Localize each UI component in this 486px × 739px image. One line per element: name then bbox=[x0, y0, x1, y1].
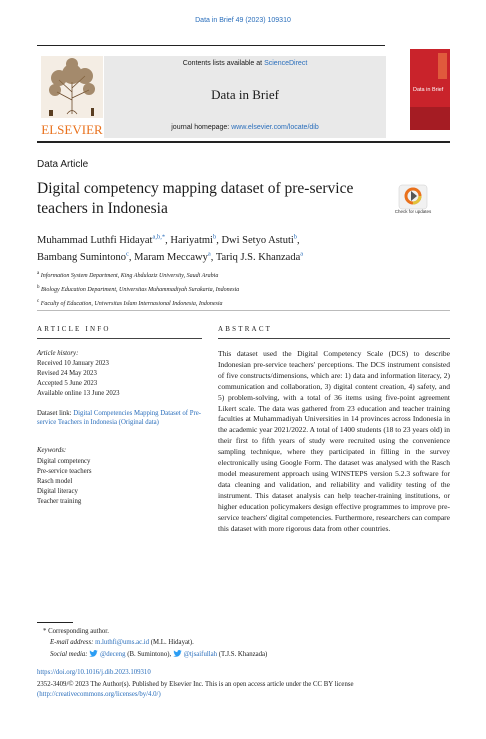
social-link-deceng[interactable]: @deceng bbox=[99, 651, 126, 658]
article-history bbox=[37, 359, 120, 399]
author-affiliation-marker[interactable]: b bbox=[293, 233, 298, 241]
license-statement: 2352-3409/© 2023 The Author(s). Published by Elsevier Inc. This is an open access article under the CC BY license (http://creativecommons.org/licenses/by/4.0/) bbox=[37, 681, 354, 698]
author-list bbox=[37, 232, 457, 266]
dataset-link[interactable]: Digital Competencies Mapping Dataset of Pre-service Teachers in Indonesia (Original data) bbox=[37, 410, 202, 426]
author-affiliation-marker[interactable]: a,b,* bbox=[152, 233, 166, 241]
dataset-link-label: Dataset link: bbox=[37, 410, 72, 417]
author-affiliation-marker[interactable]: a bbox=[207, 250, 211, 258]
corresponding-author-note: * Corresponding author. bbox=[43, 628, 109, 635]
twitter-icon bbox=[173, 650, 182, 657]
keyword-item: Rasch model bbox=[37, 478, 73, 485]
header-top-rule bbox=[37, 45, 385, 46]
article-type: Data Article bbox=[37, 159, 89, 170]
journal-name: Data in Brief bbox=[211, 87, 279, 102]
keyword-item: Teacher training bbox=[37, 498, 82, 505]
journal-cover-thumbnail[interactable] bbox=[410, 49, 450, 130]
abstract-text: This dataset used the Digital Competency Scale (DCS) to describe Indonesian pre-service teachers' perceptions. The DCS instrument consisted of five constructs/dimensions, which are: 1) data and information literacy, 2) communication and collaboration, 3) digital content creation, 4) safety, and 5) problem-solving, with a total of 36 items using five-point agreement Likert scale. The data was gathered from 23 education and teacher training faculties at Muhammadiyah Universities in 14 provinces across Indonesia in the academic year 2021/2022. A total of 1400 students (18 to 23 years old) in their first to fifth years of study were recruited using the convenience sampling technique, where they participated in filling in the survey electronically using Google Form. The dataset was analysed with the Rasch model measurement approach using WINSTEPS version 5.2.3 software for data cleaning and validation, and reliability and validity testing of the instrument. This dataset analysis can help teacher-training institutions, or higher education policymakers design effective programmes to improve pre-service teachers' digital competencies. Furthermore, researchers can compare this dataset with more rigorous data from other countries. bbox=[218, 349, 450, 533]
author-name[interactable]: Muhammad Luthfi Hidayat bbox=[37, 235, 153, 246]
author-name[interactable]: Tariq J.S. Khanzada bbox=[215, 252, 301, 263]
contents-line: Contents lists available at ScienceDirect bbox=[182, 60, 308, 67]
affiliation-divider bbox=[37, 310, 450, 311]
header-bottom-rule bbox=[37, 141, 450, 143]
affiliation-item: $^b$ Biology Education Department, Universitas Muhammadiyah Surakarta, Indonesia bbox=[37, 285, 240, 293]
author-name[interactable]: Hariyatmi bbox=[170, 235, 213, 246]
homepage-link[interactable]: www.elsevier.com/locate/dib bbox=[231, 124, 319, 131]
keywords-label: Keywords: bbox=[37, 447, 67, 454]
author-separator: , bbox=[297, 235, 300, 246]
author-separator: , bbox=[128, 252, 135, 263]
journal-homepage: journal homepage: www.elsevier.com/locate/dib bbox=[171, 124, 319, 131]
author-affiliation-marker[interactable]: a bbox=[300, 250, 304, 258]
author-name[interactable]: Bambang Sumintono bbox=[37, 252, 126, 263]
history-item: Accepted 5 June 2023 bbox=[37, 380, 98, 387]
history-item: Available online 13 June 2023 bbox=[37, 390, 120, 397]
social-media-footnote: Social media: @deceng (B. Sumintono), @tjsaifullah (T.J.S. Khanzada) bbox=[50, 651, 268, 658]
article-info-heading: ARTICLE INFO bbox=[37, 325, 111, 333]
elsevier-tree-logo bbox=[37, 52, 107, 138]
footnote-rule bbox=[37, 622, 73, 623]
article-history-label: Article history: bbox=[37, 350, 79, 357]
abstract-rule bbox=[218, 338, 450, 339]
keyword-item: Pre-service teachers bbox=[37, 468, 92, 475]
history-item: Received 10 January 2023 bbox=[37, 360, 109, 367]
dataset-link-block bbox=[37, 409, 202, 427]
social-link-tjsaifullah[interactable]: @tjsaifullah bbox=[183, 651, 218, 658]
author-name[interactable]: Maram Meccawy bbox=[134, 252, 208, 263]
affiliation-item: $^c$ Faculty of Education, Universitas Islam Internasional Indonesia, Indonesia bbox=[37, 299, 223, 307]
check-updates-label: Check for updates bbox=[394, 209, 432, 214]
author-name[interactable]: Dwi Setyo Astuti bbox=[221, 235, 294, 246]
keywords-list bbox=[37, 457, 92, 507]
license-link[interactable]: (http://creativecommons.org/licenses/by/4.0/) bbox=[37, 691, 161, 698]
keyword-item: Digital competency bbox=[37, 458, 91, 465]
affiliation-item: $^a$ Information System Department, King Abdulaziz University, Saudi Arabia bbox=[37, 271, 219, 279]
doi-link[interactable]: https://doi.org/10.1016/j.dib.2023.109310 bbox=[37, 669, 151, 676]
email-link[interactable]: m.luthfi@ums.ac.id bbox=[95, 639, 150, 646]
sciencedirect-link[interactable]: ScienceDirect bbox=[264, 60, 308, 67]
elsevier-wordmark: ELSEVIER bbox=[41, 122, 103, 137]
article-info-rule bbox=[37, 338, 202, 339]
keyword-item: Digital literacy bbox=[37, 488, 78, 495]
history-item: Revised 24 May 2023 bbox=[37, 370, 97, 377]
author-affiliation-marker[interactable]: c bbox=[125, 250, 129, 258]
journal-reference[interactable]: Data in Brief 49 (2023) 109310 bbox=[195, 17, 291, 24]
cover-title: Data in Brief bbox=[413, 87, 444, 93]
abstract-heading: ABSTRACT bbox=[218, 325, 273, 333]
author-separator: , bbox=[165, 235, 171, 246]
author-separator: , bbox=[216, 235, 222, 246]
affiliation-list bbox=[37, 268, 457, 310]
author-affiliation-marker[interactable]: b bbox=[212, 233, 217, 241]
twitter-icon bbox=[89, 650, 98, 657]
article-title: Digital competency mapping dataset of pre-service teachers in Indonesia bbox=[37, 180, 354, 217]
author-separator: , bbox=[210, 252, 216, 263]
email-footnote: E-mail address: m.luthfi@ums.ac.id (M.L. Hidayat). bbox=[50, 639, 194, 646]
